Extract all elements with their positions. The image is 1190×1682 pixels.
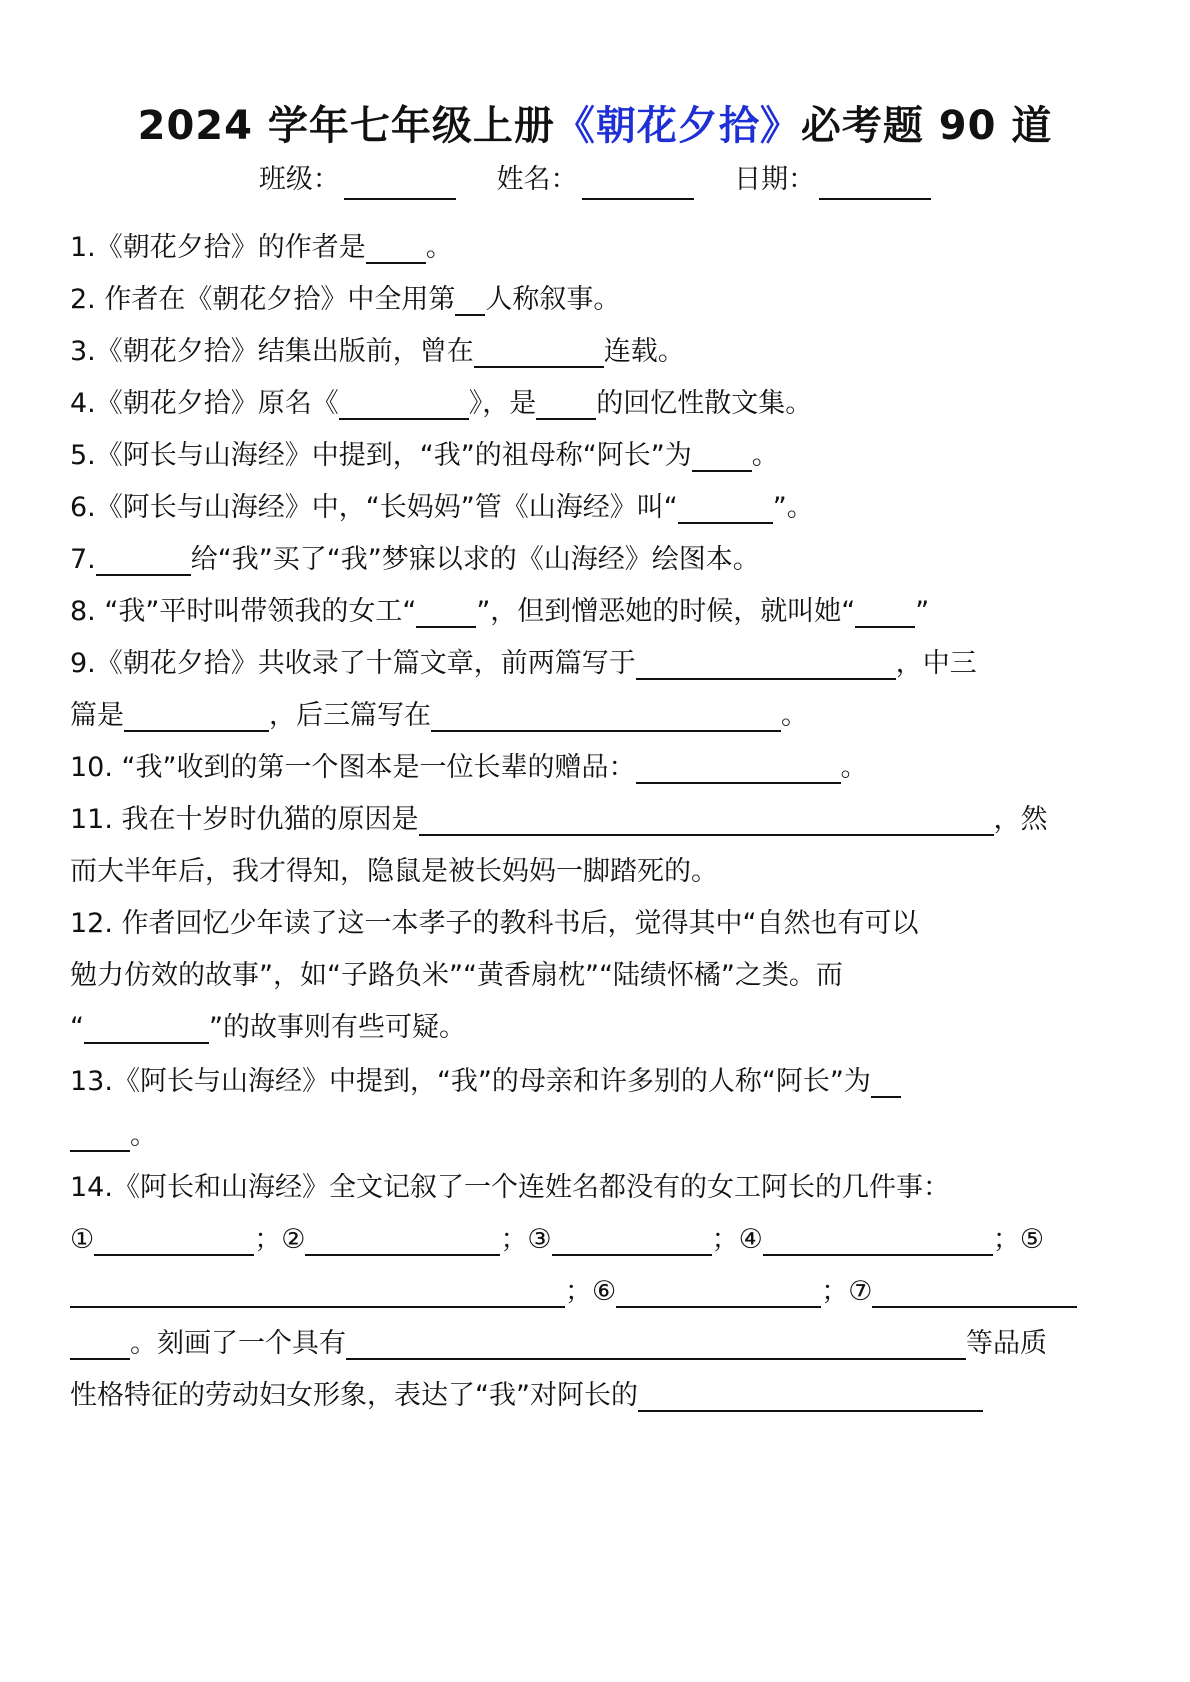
q9-text-mid: ，中三	[895, 648, 977, 679]
question-1	[70, 220, 1120, 276]
answer-blank[interactable]	[305, 1218, 500, 1256]
q13-text: 13.《阿长与山海经》中提到，“我”的母亲和许多别的人称“阿长”为	[70, 1066, 871, 1097]
question-7	[70, 532, 1120, 588]
answer-blank[interactable]	[431, 694, 781, 732]
q2-text: 2. 作者在《朝花夕拾》中全用第	[70, 284, 456, 315]
question-14-line-2	[70, 1212, 1120, 1268]
answer-blank[interactable]	[872, 1270, 1077, 1308]
question-13-line-1	[70, 1054, 1120, 1110]
item-marker-2: ；②	[254, 1224, 306, 1255]
question-3	[70, 324, 1120, 380]
q10-text-end: 。	[840, 752, 868, 783]
q1-text-end: 。	[425, 232, 453, 263]
answer-blank[interactable]	[636, 746, 841, 784]
item-marker-3: ；③	[500, 1224, 552, 1255]
q12-text-3: “	[70, 1012, 84, 1043]
question-6	[70, 480, 1120, 536]
student-info-row	[0, 160, 1190, 200]
item-marker-1: ①	[70, 1224, 95, 1255]
q9-text-end: 。	[781, 700, 808, 731]
q5-text-end: 。	[751, 440, 779, 471]
date-label: 日期：	[734, 164, 816, 195]
answer-blank[interactable]	[455, 278, 485, 316]
page-title	[0, 98, 1190, 154]
q8-text-mid: ”，但到憎恶她的时候，就叫她“	[476, 596, 856, 627]
question-14-line-5	[70, 1368, 1120, 1424]
question-11-line-2	[70, 844, 1120, 900]
answer-blank[interactable]	[416, 590, 476, 628]
answer-blank[interactable]	[419, 798, 994, 836]
answer-blank[interactable]	[70, 1114, 130, 1152]
q6-text-end: ”。	[772, 492, 814, 523]
question-12-line-2	[70, 948, 1120, 1004]
question-14-line-4	[70, 1316, 1120, 1372]
class-blank[interactable]	[344, 168, 456, 200]
question-9-line-2	[70, 688, 1120, 744]
answer-blank[interactable]	[678, 486, 773, 524]
question-4	[70, 376, 1120, 432]
answer-blank[interactable]	[94, 1218, 254, 1256]
answer-blank[interactable]	[84, 1006, 209, 1044]
q5-text: 5.《阿长与山海经》中提到，“我”的祖母称“阿长”为	[70, 440, 692, 471]
question-10	[70, 740, 1120, 796]
name-field	[497, 160, 694, 200]
q13-text-end: 。	[130, 1120, 157, 1151]
answer-blank[interactable]	[96, 538, 191, 576]
class-field	[259, 160, 456, 200]
question-8	[70, 584, 1120, 640]
q2-text-end: 人称叙事。	[485, 284, 621, 315]
answer-blank[interactable]	[70, 1270, 565, 1308]
q3-text-end: 连载。	[603, 336, 685, 367]
q14-text-4: 。刻画了一个具有	[130, 1328, 346, 1359]
q7-number: 7.	[70, 544, 96, 575]
q12-text-2: 勉力仿效的故事”，如“子路负米”“黄香扇枕”“陆绩怀橘”之类。而	[70, 960, 843, 991]
answer-blank[interactable]	[855, 590, 915, 628]
item-marker-4: ；④	[711, 1224, 763, 1255]
answer-blank[interactable]	[536, 382, 596, 420]
name-label: 姓名：	[496, 164, 578, 195]
answer-blank[interactable]	[763, 1218, 993, 1256]
q11-text-2: 而大半年后，我才得知，隐鼠是被长妈妈一脚踏死的。	[70, 856, 718, 887]
date-field	[734, 160, 931, 200]
class-label: 班级：	[258, 164, 340, 195]
q14-text-6: 性格特征的劳动妇女形象，表达了“我”对阿长的	[70, 1380, 638, 1411]
q3-text: 3.《朝花夕拾》结集出版前，曾在	[70, 336, 474, 367]
question-9-line-1	[70, 636, 1120, 692]
answer-blank[interactable]	[339, 382, 469, 420]
answer-blank[interactable]	[124, 694, 269, 732]
answer-blank[interactable]	[552, 1218, 712, 1256]
name-blank[interactable]	[582, 168, 694, 200]
q4-text: 4.《朝花夕拾》原名《	[70, 388, 339, 419]
answer-blank[interactable]	[638, 1374, 983, 1412]
q10-text: 10. “我”收到的第一个图本是一位长辈的赠品：	[70, 752, 636, 783]
q12-text-4: ”的故事则有些可疑。	[209, 1012, 466, 1043]
q8-text: 8. “我”平时叫带领我的女工“	[70, 596, 417, 627]
answer-blank[interactable]	[871, 1060, 901, 1098]
answer-blank[interactable]	[692, 434, 752, 472]
answer-blank[interactable]	[616, 1270, 821, 1308]
question-12-line-1	[70, 896, 1120, 952]
title-suffix: 必考题 90 道	[800, 103, 1053, 149]
question-12-line-3	[70, 1000, 1120, 1056]
q1-text: 1.《朝花夕拾》的作者是	[70, 232, 366, 263]
answer-blank[interactable]	[636, 642, 896, 680]
q9-text: 9.《朝花夕拾》共收录了十篇文章，前两篇写于	[70, 648, 636, 679]
question-11-line-1	[70, 792, 1120, 848]
question-5	[70, 428, 1120, 484]
q11-text-mid: ，然	[993, 804, 1048, 835]
q4-text-end: 的回忆性散文集。	[596, 388, 813, 419]
answer-blank[interactable]	[474, 330, 604, 368]
item-marker-5: ；⑤	[992, 1224, 1045, 1255]
q12-text-1: 12. 作者回忆少年读了这一本孝子的教科书后，觉得其中“自然也有可以	[70, 908, 919, 939]
answer-blank[interactable]	[366, 226, 426, 264]
q9-text-3: ，后三篇写在	[269, 700, 431, 731]
answer-blank[interactable]	[346, 1322, 966, 1360]
q14-text-1: 14.《阿长和山海经》全文记叙了一个连姓名都没有的女工阿长的几件事：	[70, 1172, 950, 1203]
question-2	[70, 272, 1120, 328]
question-14-line-3	[70, 1264, 1120, 1320]
title-highlight: 《朝花夕拾》	[554, 103, 801, 149]
question-14-line-1	[70, 1160, 1120, 1216]
answer-blank[interactable]	[70, 1322, 130, 1360]
item-marker-6: ；⑥	[565, 1276, 617, 1307]
q14-text-5: 等品质	[966, 1328, 1047, 1359]
q8-text-end: ”	[915, 596, 930, 627]
title-prefix: 2024 学年七年级上册	[137, 103, 555, 149]
q11-text: 11. 我在十岁时仇猫的原因是	[70, 804, 419, 835]
q4-text-mid: 》，是	[468, 388, 537, 419]
question-13-line-2	[70, 1108, 1120, 1164]
item-marker-7: ；⑦	[821, 1276, 873, 1307]
q7-text: 给“我”买了“我”梦寐以求的《山海经》绘图本。	[190, 544, 760, 575]
date-blank[interactable]	[819, 168, 931, 200]
q6-text: 6.《阿长与山海经》中，“长妈妈”管《山海经》叫“	[70, 492, 678, 523]
q9-text-2: 篇是	[70, 700, 124, 731]
